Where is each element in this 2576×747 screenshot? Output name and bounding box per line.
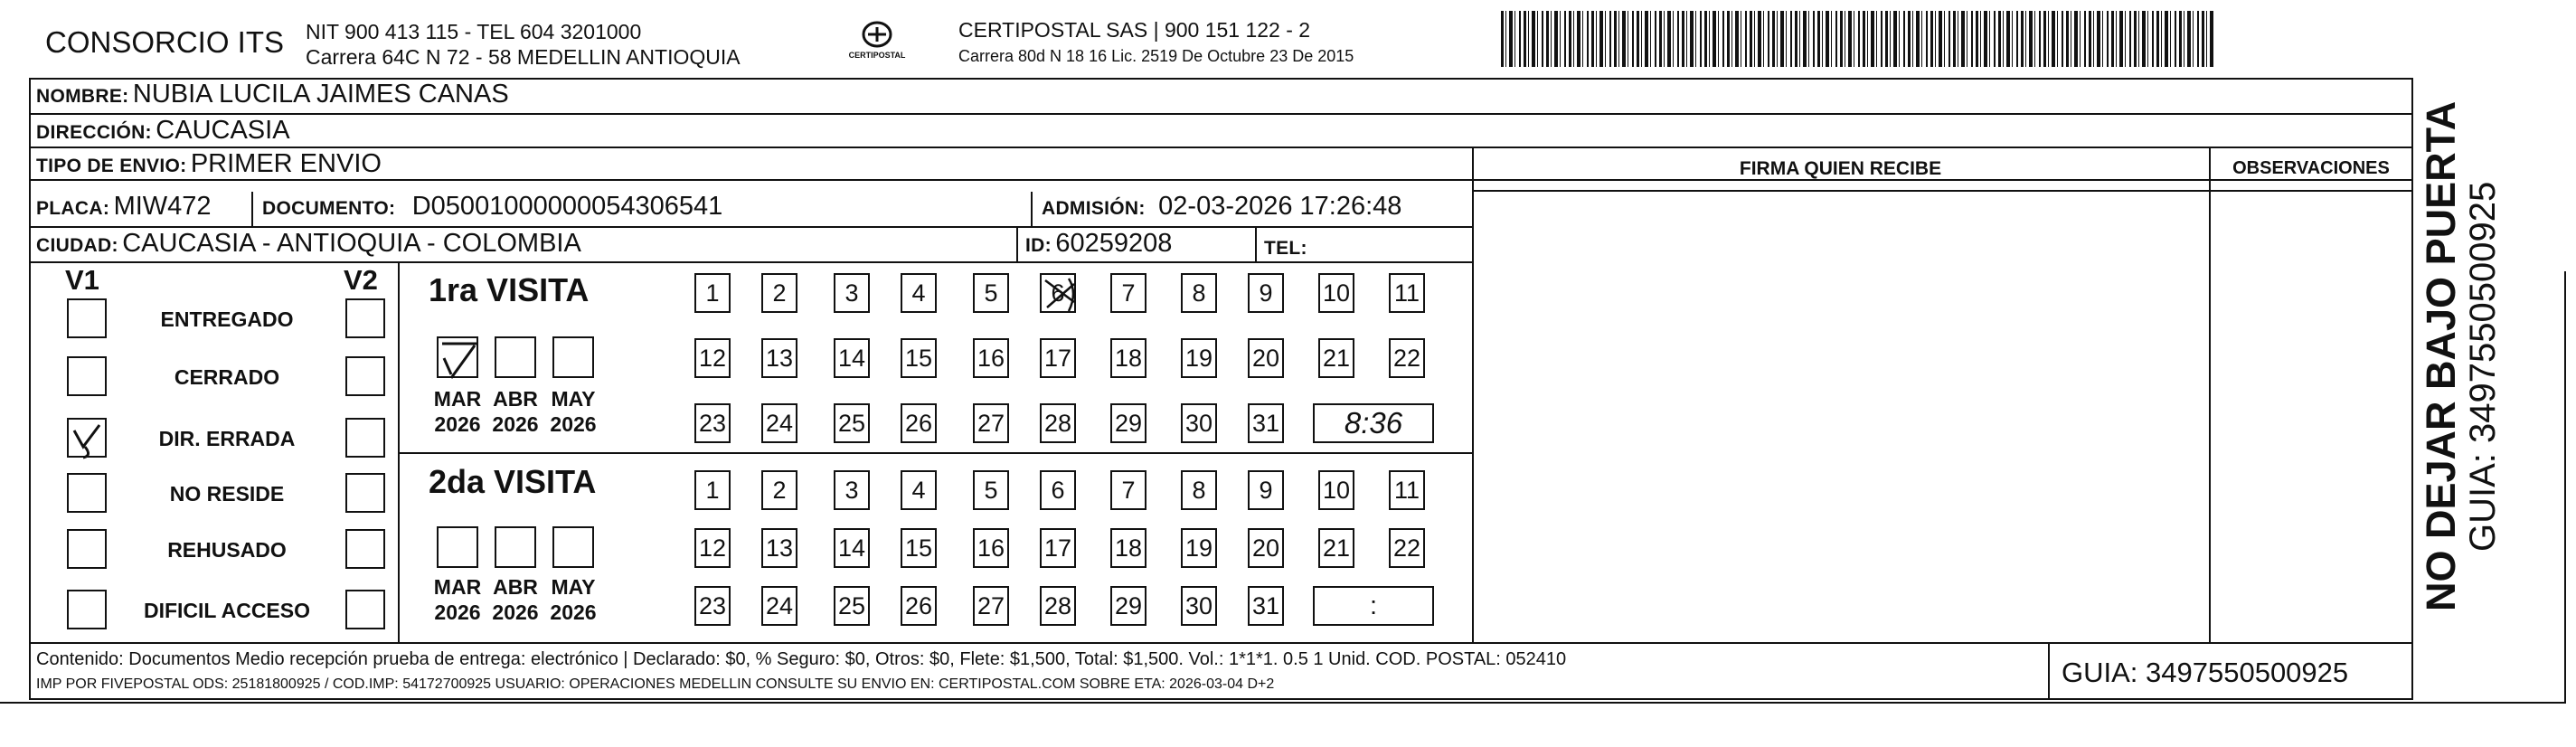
tipo-label: TIPO DE ENVIO:: [36, 156, 187, 176]
day-box[interactable]: 4: [901, 470, 937, 510]
month-checkbox[interactable]: [552, 526, 594, 568]
firma-header: FIRMA QUIEN RECIBE: [1739, 158, 1942, 179]
imp-text: IMP POR FIVEPOSTAL ODS: 25181800925 / COD.IMP: 54172700925 USUARIO: OPERACIONES MEDELLIN CONSULTE SU ENVIO EN: CERTIPOSTAL.COM SOBRE ETA: 2026-03-04 D+2: [36, 676, 1275, 692]
id-label: ID:: [1025, 235, 1052, 256]
day-box[interactable]: 6: [1040, 273, 1076, 313]
v2-checkbox[interactable]: [345, 473, 385, 513]
month-checkbox[interactable]: [437, 336, 478, 378]
day-box[interactable]: 27: [973, 403, 1009, 443]
day-box[interactable]: 23: [694, 403, 731, 443]
v2-checkbox[interactable]: [345, 590, 385, 629]
day-box[interactable]: 27: [973, 586, 1009, 626]
certipostal-line1: CERTIPOSTAL SAS | 900 151 122 - 2: [958, 18, 1311, 42]
day-box[interactable]: 19: [1181, 338, 1217, 378]
day-box[interactable]: 20: [1248, 338, 1284, 378]
id-cell: [1025, 229, 1172, 259]
day-box[interactable]: 9: [1248, 470, 1284, 510]
day-box[interactable]: 12: [694, 528, 731, 568]
day-box[interactable]: 25: [834, 586, 870, 626]
ciudad-value: CAUCASIA - ANTIOQUIA - COLOMBIA: [122, 229, 581, 258]
day-box[interactable]: 30: [1181, 586, 1217, 626]
day-box[interactable]: 18: [1110, 528, 1146, 568]
day-box[interactable]: 14: [834, 338, 870, 378]
day-box[interactable]: 31: [1248, 586, 1284, 626]
direccion-label: DIRECCIÓN:: [36, 122, 152, 143]
day-box[interactable]: 8: [1181, 470, 1217, 510]
month-checkbox[interactable]: [552, 336, 594, 378]
day-box[interactable]: 13: [761, 528, 797, 568]
v1-label: V1: [65, 264, 99, 296]
nombre-value: NUBIA LUCILA JAIMES CANAS: [132, 80, 509, 109]
day-box[interactable]: 14: [834, 528, 870, 568]
id-value: 60259208: [1055, 229, 1173, 258]
logo-text: CERTIPOSTAL: [848, 51, 906, 60]
v2-checkbox[interactable]: [345, 356, 385, 396]
month-checkbox[interactable]: [495, 336, 536, 378]
contenido-text: Contenido: Documentos Medio recepción prueba de entrega: electrónico | Declarado: $0, % Seguro: $0, Otros: $0, Flete: $1,500, Total: $1,500. Vol.: 1*1*1. 0.5 1 Unid. COD. POSTAL: 052410: [36, 649, 1567, 669]
day-box[interactable]: 5: [973, 273, 1009, 313]
day-box[interactable]: 16: [973, 528, 1009, 568]
direccion-value: CAUCASIA: [156, 116, 290, 145]
day-box[interactable]: 2: [761, 273, 797, 313]
day-box[interactable]: 18: [1110, 338, 1146, 378]
address-line: Carrera 64C N 72 - 58 MEDELLIN ANTIOQUIA: [306, 45, 741, 69]
tipo-value: PRIMER ENVIO: [190, 149, 382, 178]
day-box[interactable]: 7: [1110, 273, 1146, 313]
day-box[interactable]: 8: [1181, 273, 1217, 313]
documento-label: DOCUMENTO:: [262, 198, 396, 219]
day-box[interactable]: 21: [1318, 338, 1354, 378]
status-label: CERRADO: [174, 365, 280, 389]
placa-label: PLACA:: [36, 198, 110, 219]
status-label: DIR. ERRADA: [158, 427, 296, 450]
day-box[interactable]: 21: [1318, 528, 1354, 568]
day-box[interactable]: 11: [1389, 470, 1425, 510]
time-box[interactable]: 8:36: [1313, 403, 1434, 443]
day-box[interactable]: 28: [1040, 403, 1076, 443]
nombre-row: [36, 80, 509, 109]
day-box[interactable]: 20: [1248, 528, 1284, 568]
day-check-mark: [1042, 275, 1078, 321]
v2-label: V2: [344, 264, 378, 296]
status-label: REHUSADO: [167, 538, 287, 562]
day-box[interactable]: 29: [1110, 403, 1146, 443]
month-label: ABR: [493, 575, 538, 599]
month-checkbox[interactable]: [495, 526, 536, 568]
tel-cell: [1264, 232, 1307, 261]
ciudad-cell: [36, 229, 581, 259]
day-box[interactable]: 16: [973, 338, 1009, 378]
direccion-row: [36, 116, 290, 146]
day-box[interactable]: 1: [694, 273, 731, 313]
month-year: 2026: [492, 600, 539, 624]
day-box[interactable]: 26: [901, 586, 937, 626]
footer-guia: GUIA: 3497550500925: [2062, 657, 2349, 688]
placa-value: MIW472: [113, 192, 212, 221]
day-box[interactable]: 2: [761, 470, 797, 510]
day-box[interactable]: 24: [761, 403, 797, 443]
day-box[interactable]: 22: [1389, 338, 1425, 378]
month-year: 2026: [550, 412, 597, 436]
month-label: MAY: [551, 575, 596, 599]
v2-checkbox[interactable]: [345, 298, 385, 338]
month-checkbox[interactable]: [437, 526, 478, 568]
company-name: CONSORCIO ITS: [45, 25, 285, 59]
nit-line: NIT 900 413 115 - TEL 604 3201000: [306, 20, 642, 43]
v1-checkbox[interactable]: [67, 473, 107, 513]
day-box[interactable]: 25: [834, 403, 870, 443]
day-box[interactable]: 10: [1318, 470, 1354, 510]
month-label: MAY: [551, 387, 596, 411]
status-label: ENTREGADO: [160, 307, 294, 331]
placa-cell: [36, 192, 212, 222]
day-box[interactable]: 30: [1181, 403, 1217, 443]
day-box[interactable]: 17: [1040, 528, 1076, 568]
status-label: NO RESIDE: [169, 482, 285, 506]
first-visit-label: 1ra VISITA: [429, 271, 590, 308]
day-box[interactable]: 31: [1248, 403, 1284, 443]
month-label: ABR: [493, 387, 538, 411]
day-box[interactable]: 3: [834, 470, 870, 510]
barcode: [1501, 11, 2215, 67]
day-box[interactable]: 17: [1040, 338, 1076, 378]
side-guia: GUIA: 3497550500925: [2463, 181, 2503, 552]
day-box[interactable]: 15: [901, 528, 937, 568]
documento-cell: [262, 192, 722, 222]
documento-value: D05001000000054306541: [411, 192, 723, 221]
nombre-label: NOMBRE:: [36, 86, 129, 107]
day-box[interactable]: 6: [1040, 470, 1076, 510]
v1-checkbox[interactable]: [67, 418, 107, 458]
v2-checkbox[interactable]: [345, 418, 385, 458]
no-dejar-bajo-puerta: NO DEJAR BAJO PUERTA: [2418, 100, 2464, 611]
v1-checkbox[interactable]: [67, 529, 107, 569]
month-label: MAR: [433, 387, 482, 411]
time-box[interactable]: :: [1313, 586, 1434, 626]
status-label: DIFICIL ACCESO: [143, 599, 310, 622]
day-box[interactable]: 5: [973, 470, 1009, 510]
day-box[interactable]: 12: [694, 338, 731, 378]
day-box[interactable]: 13: [761, 338, 797, 378]
admision-cell: [1042, 192, 1401, 222]
certipostal-line2: Carrera 80d N 18 16 Lic. 2519 De Octubre 23 De 2015: [958, 47, 1354, 65]
month-year: 2026: [434, 600, 481, 624]
day-box[interactable]: 28: [1040, 586, 1076, 626]
tel-label: TEL:: [1264, 238, 1307, 259]
day-box[interactable]: 4: [901, 273, 937, 313]
day-box[interactable]: 29: [1110, 586, 1146, 626]
day-box[interactable]: 22: [1389, 528, 1425, 568]
certipostal-logo: [841, 18, 913, 69]
day-box[interactable]: 7: [1110, 470, 1146, 510]
day-box[interactable]: 11: [1389, 273, 1425, 313]
tipo-row: [36, 149, 382, 179]
v1-checkbox[interactable]: [67, 298, 107, 338]
day-box[interactable]: 26: [901, 403, 937, 443]
ciudad-label: CIUDAD:: [36, 235, 118, 256]
second-visit-label: 2da VISITA: [429, 463, 597, 500]
v1-checkbox[interactable]: [67, 590, 107, 629]
day-box[interactable]: 23: [694, 586, 731, 626]
month-year: 2026: [492, 412, 539, 436]
observaciones-header: OBSERVACIONES: [2232, 158, 2390, 178]
day-box[interactable]: 9: [1248, 273, 1284, 313]
day-box[interactable]: 1: [694, 470, 731, 510]
month-year: 2026: [550, 600, 597, 624]
v1-checkbox[interactable]: [67, 356, 107, 396]
month-year: 2026: [434, 412, 481, 436]
day-box[interactable]: 15: [901, 338, 937, 378]
day-box[interactable]: 3: [834, 273, 870, 313]
admision-value: 02-03-2026 17:26:48: [1158, 192, 1402, 221]
day-box[interactable]: 24: [761, 586, 797, 626]
day-box[interactable]: 19: [1181, 528, 1217, 568]
day-box[interactable]: 10: [1318, 273, 1354, 313]
v2-checkbox[interactable]: [345, 529, 385, 569]
admision-label: ADMISIÓN:: [1042, 198, 1146, 219]
month-label: MAR: [433, 575, 482, 599]
